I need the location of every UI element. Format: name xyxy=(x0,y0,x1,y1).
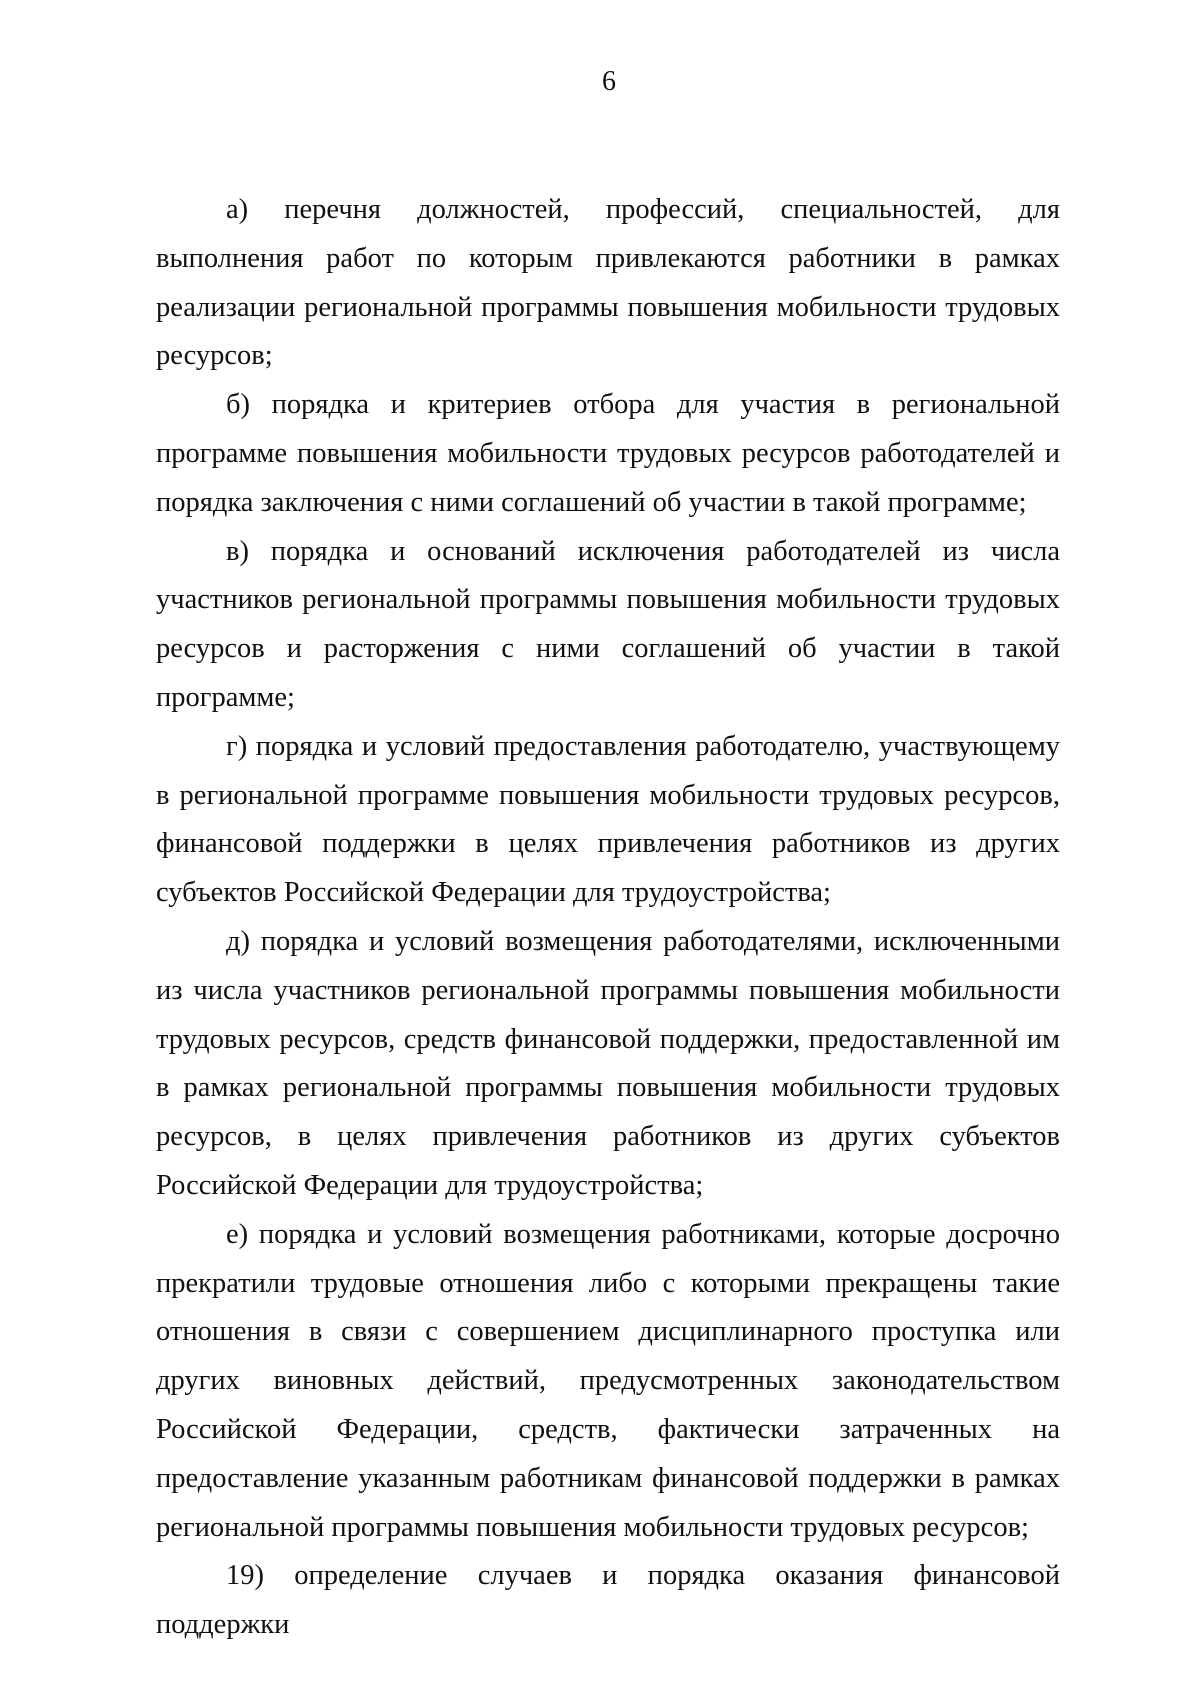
paragraph-e: е) порядка и условий возмещения работниками, которые досрочно прекратили трудовые отношения либо с которыми прекращены такие отношения в связи с совершением дисциплинарного проступка или других виновных действий, предусмотренных законодательством Российской Федерации, средств, фактически затраченных на предоставление указанным работникам финансовой поддержки в рамках региональной программы повышения мобильности трудовых ресурсов; xyxy=(156,1218,1060,1543)
paragraph-v: в) порядка и оснований исключения работодателей из числа участников региональной программы повышения мобильности трудовых ресурсов и расторжения с ними соглашений об участии в такой программе; xyxy=(156,535,1060,713)
paragraph-b: б) порядка и критериев отбора для участия в региональной программе повышения мобильности трудовых ресурсов работодателей и порядка заключения с ними соглашений об участии в такой программе; xyxy=(156,389,1060,518)
paragraph-g: г) порядка и условий предоставления работодателю, участвующему в региональной программе повышения мобильности трудовых ресурсов, финансовой поддержки в целях привлечения работников из других субъектов Российской Федерации для трудоустройства; xyxy=(156,730,1060,909)
paragraph-a: а) перечня должностей, профессий, специальностей, для выполнения работ по которым привлекаются работники в рамках реализации региональной программы повышения мобильности трудовых ресурсов; xyxy=(156,194,1060,372)
paragraph-d: д) порядка и условий возмещения работодателями, исключенными из числа участников региональной программы повышения мобильности трудовых ресурсов, средств финансовой поддержки, предоставленной им в рамках региональной программы повышения мобильности трудовых ресурсов, в целях привлечения работников из других субъектов Российской Федерации для трудоустройства; xyxy=(156,925,1060,1201)
paragraph-19: 19) определение случаев и порядка оказания финансовой поддержки xyxy=(156,1560,1060,1641)
document-body xyxy=(156,186,1060,1650)
page-number: 6 xyxy=(602,66,616,97)
